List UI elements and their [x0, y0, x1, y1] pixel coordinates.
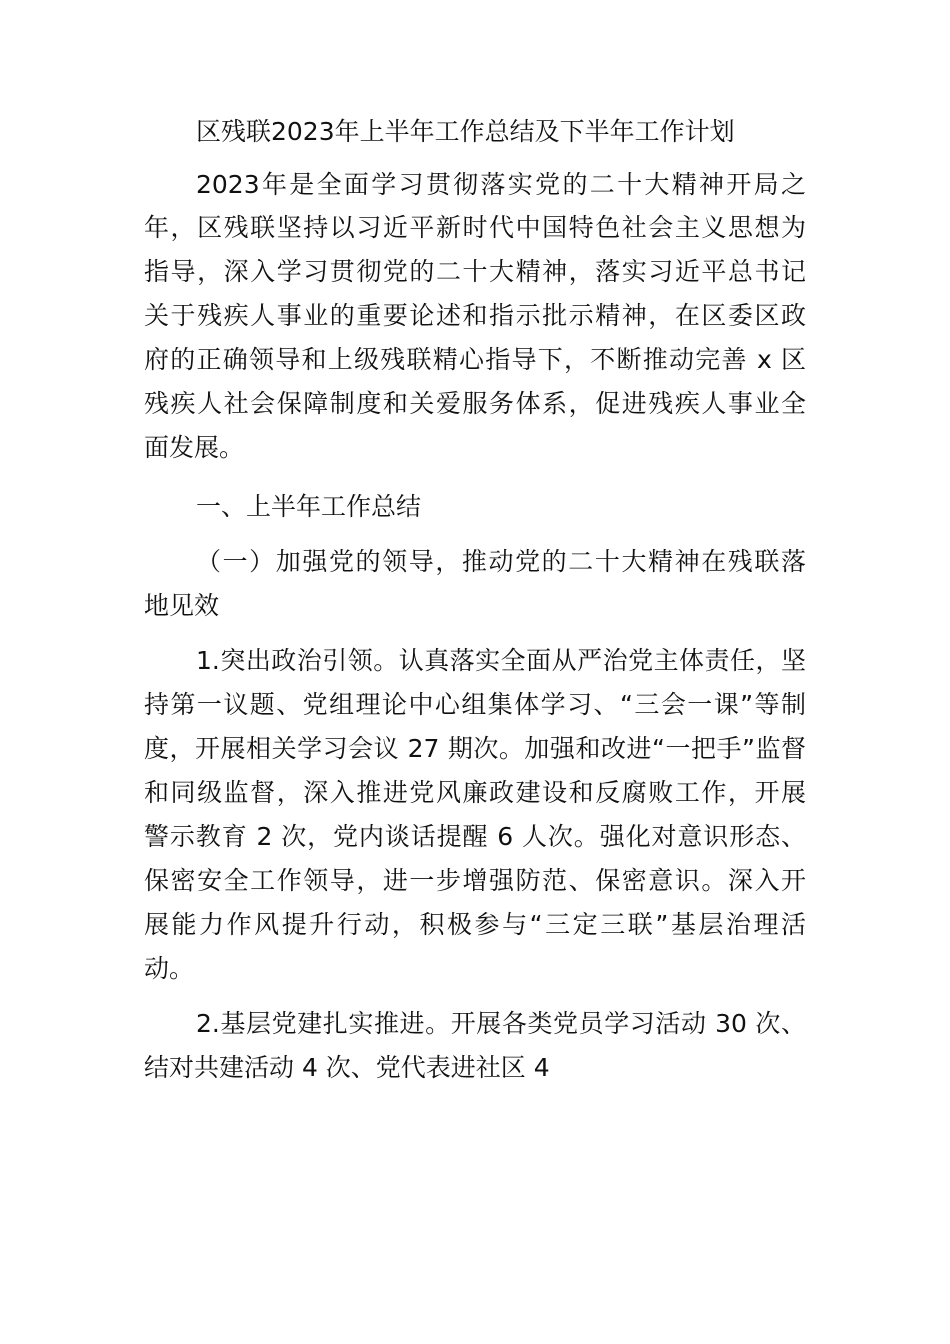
- intro-line-3: 指导，深入学习贯彻党的二十大精神，落实习近平总书记: [144, 257, 806, 286]
- intro-line-1: 2023年是全面学习贯彻落实党的二十大精神开局之: [196, 170, 806, 199]
- subsection-heading-line-2: 地见效: [144, 591, 220, 620]
- intro-line-7: 面发展。: [144, 433, 245, 462]
- item1-line-7: 展能力作风提升行动，积极参与“三定三联”基层治理活: [144, 910, 806, 939]
- item1-line-8: 动。: [144, 954, 195, 983]
- item2-line-1: 2.基层党建扎实推进。开展各类党员学习活动 30 次、: [196, 1009, 806, 1038]
- item1-line-3: 度，开展相关学习会议 27 期次。加强和改进“一把手”监督: [144, 734, 806, 763]
- intro-line-6: 残疾人社会保障制度和关爱服务体系，促进残疾人事业全: [144, 389, 806, 418]
- item1-line-1: 1.突出政治引领。认真落实全面从严治党主体责任，坚: [196, 646, 806, 675]
- intro-line-4: 关于残疾人事业的重要论述和指示批示精神，在区委区政: [144, 301, 806, 330]
- item1-line-6: 保密安全工作领导，进一步增强防范、保密意识。深入开: [144, 866, 806, 895]
- subsection-heading-line-1: （一）加强党的领导，推动党的二十大精神在残联落: [196, 547, 806, 576]
- intro-line-5: 府的正确领导和上级残联精心指导下，不断推动完善 x 区: [144, 345, 806, 374]
- section-heading: 一、上半年工作总结: [196, 492, 422, 521]
- intro-line-2: 年，区残联坚持以习近平新时代中国特色社会主义思想为: [144, 213, 806, 242]
- item2-line-2: 结对共建活动 4 次、党代表进社区 4: [144, 1053, 550, 1082]
- document-title: 区残联2023年上半年工作总结及下半年工作计划: [196, 117, 735, 146]
- item1-line-2: 持第一议题、党组理论中心组集体学习、“三会一课”等制: [144, 690, 806, 719]
- item1-line-5: 警示教育 2 次，党内谈话提醒 6 人次。强化对意识形态、: [144, 822, 806, 851]
- item1-line-4: 和同级监督，深入推进党风廉政建设和反腐败工作，开展: [144, 778, 806, 807]
